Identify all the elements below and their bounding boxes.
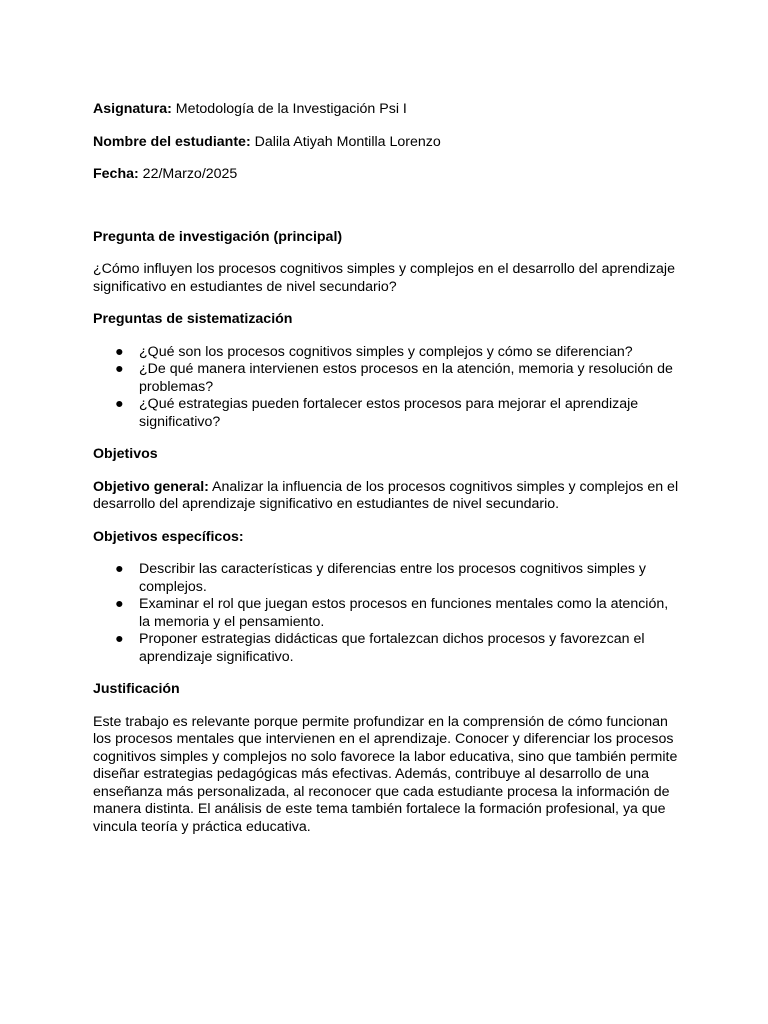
document-page [93, 101, 683, 851]
research-question-heading: Pregunta de investigación (principal) [93, 228, 343, 245]
student-label: Nombre del estudiante: [93, 133, 251, 150]
spacer [93, 199, 683, 229]
list-item [93, 561, 683, 596]
subject-label: Asignatura: [93, 101, 172, 117]
general-objective-label: Objetivo general: [93, 478, 209, 495]
list-item [93, 396, 683, 431]
list-item [93, 344, 683, 362]
bullet-icon: ● [115, 343, 124, 360]
list-item [93, 361, 683, 396]
list-item-text: Proponer estrategias didácticas que fortalezcan dichos procesos y favorezcan el aprendizaje significativo. [139, 631, 645, 665]
general-objective [93, 479, 683, 514]
bullet-icon: ● [115, 361, 124, 377]
subject-value: Metodología de la Investigación Psi I [171, 101, 407, 117]
student-value: Dalila Atiyah Montilla Lorenzo [250, 133, 441, 150]
research-question-text: ¿Cómo influyen los procesos cognitivos simples y complejos en el desarrollo del aprendizaje significativo en estudiantes de nivel secundario? [93, 261, 675, 295]
list-item [93, 596, 683, 631]
bullet-icon: ● [115, 561, 124, 577]
justification-heading: Justificación [93, 681, 180, 697]
list-item-text: ¿Qué estrategias pueden fortalecer estos procesos para mejorar el aprendizaje significativo? [139, 396, 639, 430]
subject-line [93, 101, 683, 119]
list-item-text: ¿De qué manera intervienen estos procesos en la atención, memoria y resolución de problemas? [139, 361, 673, 395]
objectives-heading: Objetivos [93, 446, 158, 462]
specific-objectives-list [93, 561, 683, 666]
list-item [93, 631, 683, 666]
bullet-icon: ● [115, 631, 124, 647]
bullet-icon: ● [115, 596, 124, 612]
specific-objectives-heading: Objetivos específicos: [93, 528, 244, 545]
date-label: Fecha: [93, 166, 139, 182]
date-line [93, 166, 683, 184]
bullet-icon: ● [115, 396, 124, 412]
date-value: 22/Marzo/2025 [138, 166, 238, 182]
systematization-list [93, 344, 683, 432]
justification-text: Este trabajo es relevante porque permite profundizar en la comprensión de cómo funcionan los procesos mentales que intervienen en el aprendizaje. Conocer y diferenciar los procesos cognitivos simples y complejos no solo favorece la labor educativa, sino que también permite diseñar estrategias pedagógicas más efectivas. Además, contribuye al desarrollo de una enseñanza más personalizada, al reconocer que cada estudiante procesa la información de manera distinta. El análisis de este tema también fortalece la formación profesional, ya que vincula teoría y práctica educativa. [93, 713, 678, 835]
systematization-heading: Preguntas de sistematización [93, 311, 293, 327]
general-objective-text: Analizar la influencia de los procesos cognitivos simples y complejos en el desarrollo del aprendizaje significativo en estudiantes de nivel secundario. [93, 478, 679, 512]
list-item-text: Examinar el rol que juegan estos procesos en funciones mentales como la atención, la memoria y el pensamiento. [139, 596, 669, 630]
student-line [93, 134, 683, 152]
list-item-text: ¿Qué son los procesos cognitivos simples y complejos y cómo se diferencian? [139, 343, 633, 360]
list-item-text: Describir las características y diferencias entre los procesos cognitivos simples y complejos. [139, 561, 646, 595]
